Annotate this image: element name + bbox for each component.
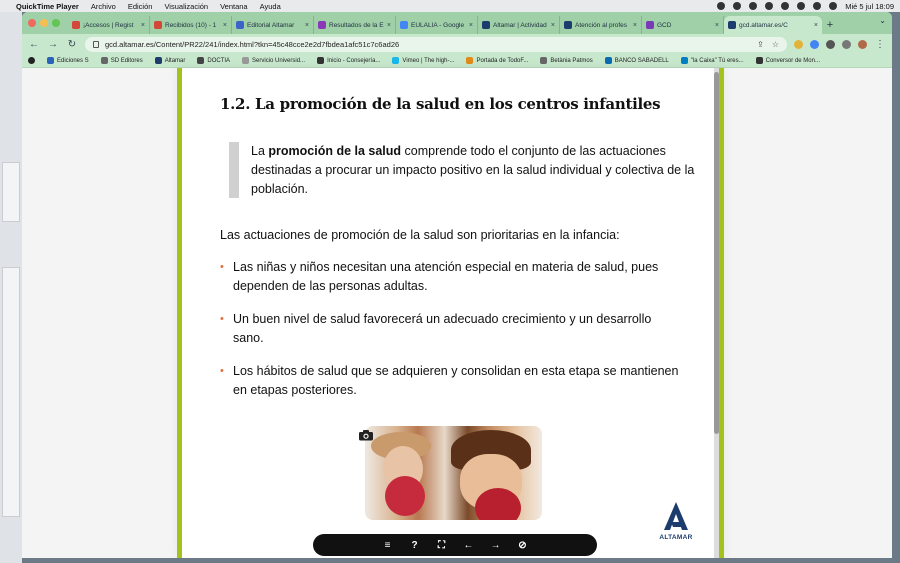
tab-active[interactable] bbox=[724, 16, 822, 34]
fullscreen-icon[interactable]: ⛶ bbox=[438, 539, 445, 551]
photo-detail bbox=[385, 476, 425, 516]
bookmark-label: Conversor de Mon... bbox=[765, 57, 820, 64]
tab-favicon bbox=[154, 21, 162, 29]
bluetooth-icon[interactable] bbox=[765, 2, 773, 10]
tab-5[interactable] bbox=[478, 16, 560, 34]
bookmark-label: Altamar bbox=[164, 57, 186, 64]
bookmark-item[interactable] bbox=[317, 57, 380, 64]
bookmark-item[interactable] bbox=[101, 57, 143, 64]
bookmark-item[interactable] bbox=[242, 57, 305, 64]
tab-2[interactable] bbox=[232, 16, 314, 34]
tab-favicon bbox=[72, 21, 80, 29]
page-viewport bbox=[22, 68, 892, 558]
minimize-window-icon[interactable] bbox=[40, 19, 48, 27]
tab-favicon bbox=[564, 21, 572, 29]
address-bar[interactable] bbox=[85, 37, 787, 52]
altamar-logo bbox=[658, 500, 694, 544]
close-tab-icon[interactable]: × bbox=[813, 21, 818, 29]
close-tab-icon[interactable]: × bbox=[386, 21, 391, 29]
mac-menubar bbox=[0, 0, 900, 12]
dropbox-icon[interactable] bbox=[733, 2, 741, 10]
tab-favicon bbox=[400, 21, 408, 29]
close-tab-icon[interactable]: × bbox=[140, 21, 145, 29]
forward-arrow-icon[interactable]: → bbox=[48, 38, 58, 50]
bookmark-label: BANCO SABADELL bbox=[614, 57, 669, 64]
tab-strip bbox=[22, 12, 892, 34]
search-icon[interactable] bbox=[813, 2, 821, 10]
close-tab-icon[interactable]: × bbox=[714, 21, 719, 29]
intro-paragraph: Las actuaciones de promoción de la salud son prioritarias en la infancia: bbox=[220, 228, 620, 242]
menubar-item-archivo[interactable]: Archivo bbox=[90, 1, 116, 11]
close-tab-icon[interactable]: × bbox=[222, 21, 227, 29]
bookmark-favicon bbox=[392, 57, 399, 64]
bookmark-label: "la Caixa" Tú eres... bbox=[690, 57, 744, 64]
content-page bbox=[177, 68, 724, 558]
page-scrollbar[interactable] bbox=[714, 68, 719, 558]
tab-label: Atención al profes bbox=[575, 21, 628, 29]
address-bar-actions bbox=[757, 40, 779, 49]
tab-favicon bbox=[318, 21, 326, 29]
tab-favicon bbox=[728, 21, 736, 29]
toolbar bbox=[22, 34, 892, 54]
tab-label: Recibidos (10) - 1 bbox=[165, 21, 217, 29]
bookmark-favicon bbox=[605, 57, 612, 64]
tab-label: GCD bbox=[657, 21, 672, 29]
bookmark-favicon bbox=[466, 57, 473, 64]
battery-icon[interactable] bbox=[781, 2, 789, 10]
reload-icon[interactable]: ↻ bbox=[67, 38, 77, 50]
logo-text: ALTAMAR bbox=[659, 534, 693, 541]
background-window-panel[interactable] bbox=[2, 267, 20, 517]
bookmark-item[interactable] bbox=[155, 57, 186, 64]
hide-icon[interactable]: ⊘ bbox=[518, 539, 527, 551]
menubar-item-visualizacion[interactable]: Visualización bbox=[164, 1, 209, 11]
menubar-item-ayuda[interactable]: Ayuda bbox=[259, 1, 281, 11]
bookmark-item[interactable] bbox=[540, 57, 592, 64]
tab-6[interactable] bbox=[560, 16, 642, 34]
bullet-list bbox=[220, 258, 680, 414]
bookmark-item[interactable] bbox=[605, 57, 669, 64]
lock-icon[interactable] bbox=[93, 41, 99, 48]
profile-avatar[interactable] bbox=[858, 40, 867, 49]
background-window-strip bbox=[0, 12, 22, 563]
mouse-cursor-icon bbox=[567, 555, 574, 558]
bookmark-item[interactable] bbox=[466, 57, 528, 64]
url-text[interactable]: gcd.altamar.es/Content/PR22/241/index.html?tkn=45c48cce2e2d7fbdea1afc51c7c6ad26 bbox=[105, 39, 400, 49]
bookmark-item[interactable] bbox=[681, 57, 744, 64]
background-window-panel[interactable] bbox=[2, 162, 20, 222]
tab-list bbox=[68, 16, 724, 34]
list-item: • Las niñas y niños necesitan una atención especial en materia de salud, pues dependen de las personas adultas. bbox=[220, 258, 680, 296]
children-photo bbox=[365, 426, 542, 520]
bookmark-github-icon[interactable] bbox=[28, 57, 35, 64]
record-icon[interactable] bbox=[717, 2, 725, 10]
bookmark-favicon bbox=[47, 57, 54, 64]
browser-window bbox=[22, 12, 892, 558]
tab-3[interactable] bbox=[314, 16, 396, 34]
close-tab-icon[interactable]: × bbox=[304, 21, 309, 29]
bookmark-favicon bbox=[155, 57, 162, 64]
bookmark-favicon bbox=[756, 57, 763, 64]
altamar-logo-mark bbox=[658, 500, 694, 534]
bookmark-item[interactable] bbox=[756, 57, 820, 64]
bookmark-favicon bbox=[197, 57, 204, 64]
tab-7[interactable] bbox=[642, 16, 724, 34]
bookmark-label: Betània Patmos bbox=[550, 57, 593, 64]
bookmark-label: Ediciones S bbox=[57, 57, 89, 64]
bookmarks-bar bbox=[22, 54, 892, 68]
tab-favicon bbox=[236, 21, 244, 29]
menubar-status-area bbox=[717, 2, 894, 11]
next-arrow-icon[interactable]: → bbox=[490, 539, 501, 551]
tab-label: Resultados de la E bbox=[329, 21, 384, 29]
close-tab-icon[interactable]: × bbox=[468, 21, 473, 29]
bookmark-star-icon[interactable]: ☆ bbox=[771, 39, 779, 49]
bookmark-label: Servicio Universid... bbox=[252, 57, 306, 64]
menubar-app-name[interactable]: QuickTime Player bbox=[16, 1, 79, 11]
tab-favicon bbox=[482, 21, 490, 29]
bookmark-label: DOCTIA bbox=[207, 57, 231, 64]
maximize-window-icon[interactable] bbox=[52, 19, 60, 27]
menubar-clock[interactable]: Mié 5 jul 18:09 bbox=[845, 1, 894, 11]
callout-bar bbox=[229, 142, 239, 198]
menu-icon[interactable]: ≡ bbox=[384, 539, 391, 551]
sidebar-icon[interactable] bbox=[842, 40, 851, 49]
player-controls bbox=[313, 534, 597, 556]
photo-detail bbox=[475, 488, 521, 520]
bookmark-label: SD Editores bbox=[110, 57, 143, 64]
tab-label: Altamar | Actividad bbox=[493, 21, 547, 29]
tab-1[interactable] bbox=[150, 16, 232, 34]
zoom-icon[interactable] bbox=[749, 2, 757, 10]
definition-callout bbox=[229, 142, 699, 199]
wifi-icon[interactable] bbox=[797, 2, 805, 10]
window-controls bbox=[26, 12, 60, 34]
callout-text-before: La bbox=[251, 144, 269, 158]
callout-text bbox=[251, 142, 699, 199]
bookmark-favicon bbox=[540, 57, 547, 64]
bookmark-favicon bbox=[101, 57, 108, 64]
list-item: • Los hábitos de salud que se adquieren y consolidan en esta etapa se mantienen en etapas posteriores. bbox=[220, 362, 680, 400]
new-tab-button[interactable]: + bbox=[826, 19, 834, 31]
scrollbar-thumb[interactable] bbox=[714, 72, 719, 434]
bookmark-item[interactable] bbox=[392, 57, 454, 64]
extension-icon[interactable] bbox=[810, 40, 819, 49]
tab-4[interactable] bbox=[396, 16, 478, 34]
list-item: • Un buen nivel de salud favorecerá un adecuado crecimiento y un desarrollo sano. bbox=[220, 310, 680, 348]
prev-arrow-icon[interactable]: ← bbox=[463, 539, 474, 551]
extension-icon[interactable] bbox=[794, 40, 803, 49]
callout-bold-term: promoción de la salud bbox=[268, 144, 402, 158]
menubar-item-edicion[interactable]: Edición bbox=[127, 1, 153, 11]
camera-icon[interactable] bbox=[358, 428, 374, 440]
tab-label: Editorial Altamar bbox=[247, 21, 295, 29]
control-center-icon[interactable] bbox=[829, 2, 837, 10]
section-title: 1.2. La promoción de la salud en los centros infantiles bbox=[220, 95, 661, 113]
tab-label: ¡Accesos | Regist bbox=[83, 21, 134, 29]
bookmark-label: Portada de TodoF... bbox=[476, 57, 529, 64]
close-tab-icon[interactable]: × bbox=[550, 21, 555, 29]
tab-label: EULALIA - Google bbox=[411, 21, 465, 29]
bookmark-label: Inicio - Consejería... bbox=[327, 57, 381, 64]
bookmark-item[interactable] bbox=[197, 57, 230, 64]
extensions-puzzle-icon[interactable] bbox=[826, 40, 835, 49]
tab-label: gcd.altamar.es/C bbox=[739, 21, 788, 29]
tab-search-icon[interactable]: ⌄ bbox=[879, 16, 886, 25]
menubar-item-ventana[interactable]: Ventana bbox=[220, 1, 248, 11]
tab-favicon bbox=[646, 21, 654, 29]
bookmark-item[interactable] bbox=[47, 57, 89, 64]
help-icon[interactable]: ? bbox=[411, 539, 418, 551]
bookmark-label: Vimeo | The high-... bbox=[402, 57, 455, 64]
close-tab-icon[interactable]: × bbox=[632, 21, 637, 29]
close-window-icon[interactable] bbox=[28, 19, 36, 27]
bookmark-favicon bbox=[681, 57, 688, 64]
back-arrow-icon[interactable]: ← bbox=[29, 38, 39, 50]
tab-0[interactable] bbox=[68, 16, 150, 34]
kebab-menu-icon[interactable]: ⋮ bbox=[875, 38, 885, 50]
bookmark-favicon bbox=[242, 57, 249, 64]
callout-text-after: comprende todo el conjunto de las actuaciones destinadas a procurar un impacto positivo en la salud individual y colectiva de la población. bbox=[251, 144, 695, 196]
bookmark-favicon bbox=[317, 57, 324, 64]
share-icon[interactable]: ⇪ bbox=[757, 39, 764, 49]
